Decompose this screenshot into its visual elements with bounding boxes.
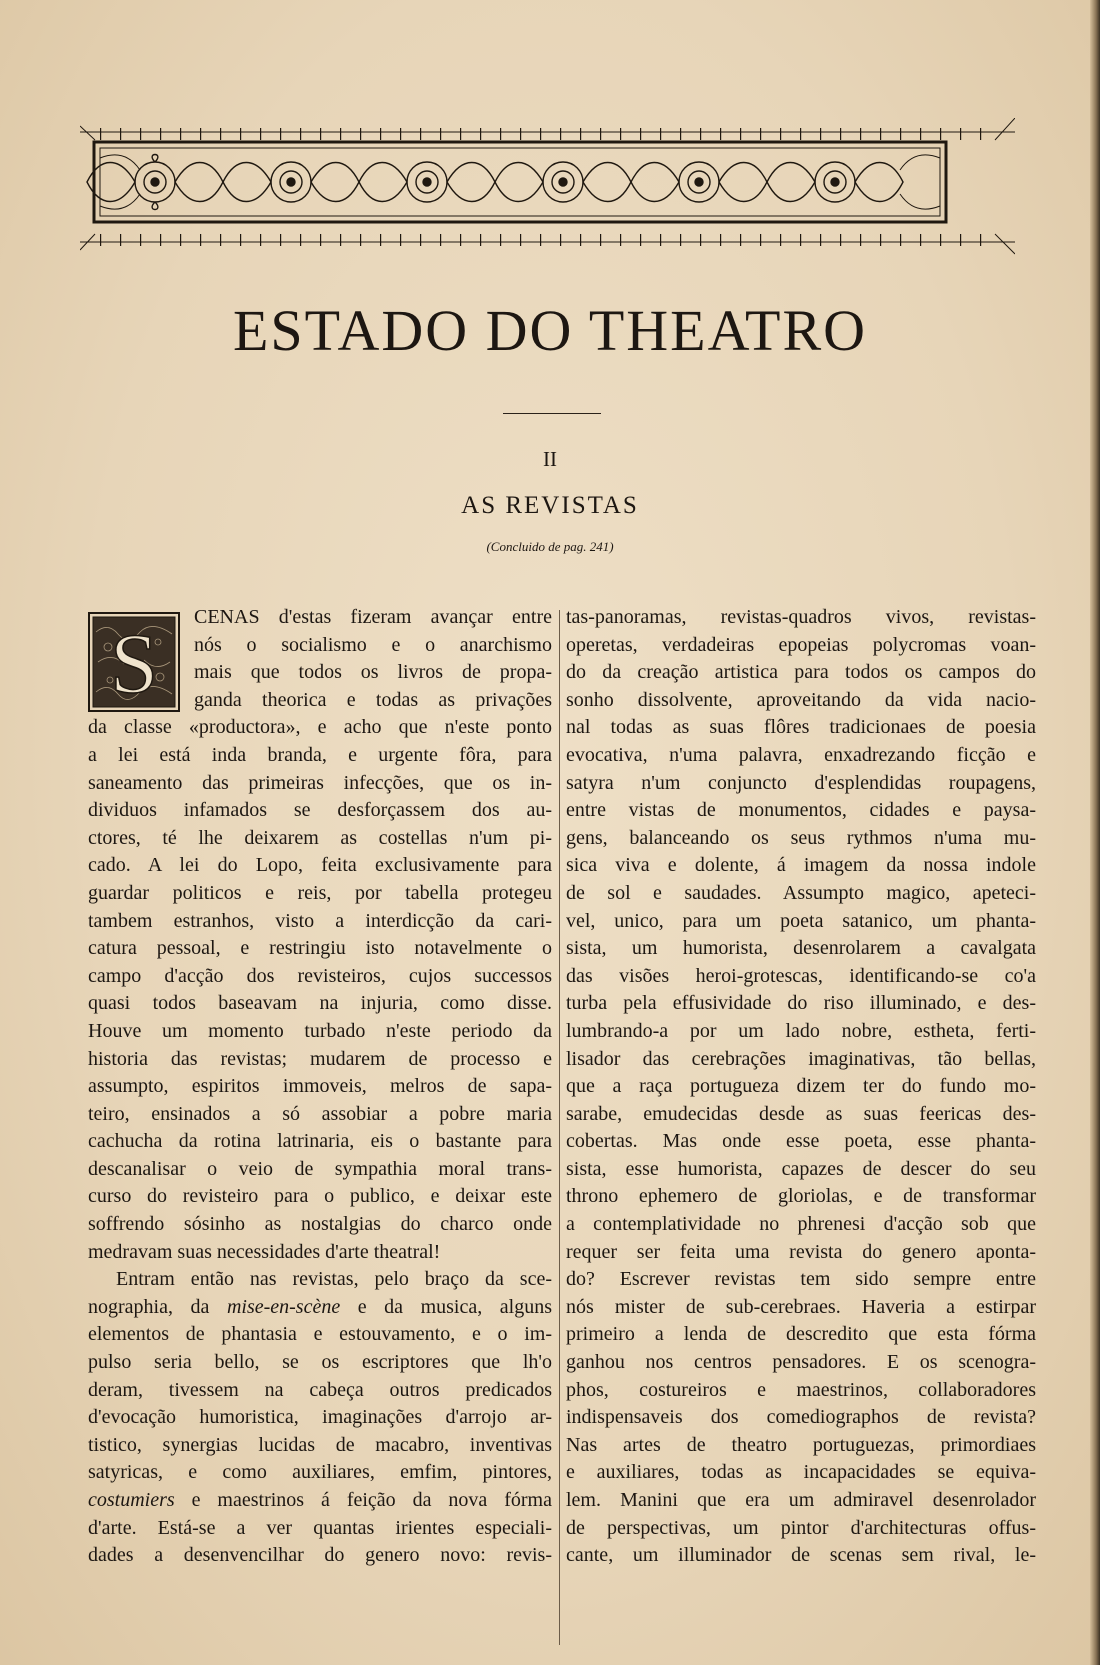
text-line: nal todas as suas flôres tradicionaes de poesia [566,716,1036,739]
text-line: operetas, verdadeiras epopeias polycromas voan- [566,633,1036,656]
text-line: gens, balanceando os seus rythmos n'uma mu- [566,826,1036,849]
text-line: cobertas. Mas onde esse poeta, esse phanta- [566,1130,1036,1153]
text-line: nós o socialismo e o anarchismo [194,633,552,656]
text-line: satyra n'um conjuncto d'esplendidas roupagens, [566,771,1036,794]
part-number: II [543,447,557,471]
text-line: lem. Manini que era um admiravel desenrolador [566,1489,1036,1511]
text-line: cado. A lei do Lopo, feita exclusivamente para [88,854,552,877]
text-line: campo d'acção dos revisteiros, cujos successos [88,964,552,987]
italic-term: mise-en-scène [226,1295,341,1318]
text-line: sonho dissolvente, aproveitando da vida nacio- [566,688,1036,711]
italic-term: costumiers [88,1489,175,1511]
text-line: do da creação artistica para todos os campos do [566,661,1036,684]
text-line: entre vistas de monumentos, cidades e paysa- [566,799,1036,822]
text-line: Nas artes de theatro portuguezas, primordiaes [566,1433,1036,1456]
text-line: historia das revistas; mudarem de processo e [88,1047,552,1070]
section-subtitle: AS REVISTAS [461,492,639,519]
text-line: soffrendo sósinho as nostalgias do charco onde [88,1213,552,1236]
text-line: d'evocação humoristica, imaginações d'arrojo ar- [88,1406,552,1429]
text-line: da classe «productora», e acho que n'este ponto [88,716,552,739]
text-line: deram, tivessem na cabeça outros predicados [88,1378,552,1401]
text-line: ganhou nos centros pensadores. E os scenogra- [566,1351,1036,1374]
text-line: tambem estranhos, visto a interdicção da cari- [88,909,552,932]
text-line: satyricas, e como auxiliares, emfim, pintores, [88,1461,552,1484]
text-line: cante, um illuminador de scenas sem rival, le- [566,1544,1036,1567]
text-line: throno ephemero de gloriolas, e de transformar [566,1185,1036,1208]
article-title: ESTADO DO THEATRO [232,298,868,363]
text-line: sista, esse humorista, capazes de descer do seu [566,1157,1036,1180]
text-line: nós mister de sub-cerebraes. Haveria a estirpar [566,1295,1036,1318]
text-line: dividuos infamados se desforçassem dos au- [88,799,552,822]
text-line: turba pela effusividade do riso illuminado, e des- [566,992,1036,1015]
book-spine-edge [1090,0,1100,1665]
text-line: sica viva e dolente, á imagem da nossa indole [566,854,1036,877]
text-line: medravam suas necessidades d'arte theatral! [88,1240,441,1263]
first-word-caps: CENAS [194,606,260,628]
text-line: requer ser feita uma revista do genero aponta- [566,1240,1036,1263]
ornamental-header-band [80,118,1015,258]
text-line: teiro, ensinados a só assobiar a pobre maria [88,1102,552,1125]
text-line: sista, um humorista, desenrolarem a cavalgata [566,937,1036,960]
text-line: a lei está inda branda, e urgente fôra, para [88,743,552,766]
continuation-note: (Concluido de pag. 241) [486,539,614,554]
text-line: curso do revisteiro para o publico, e deixar este [88,1185,552,1208]
text-line: nographia, da mise-en-scène e da musica, alguns [88,1295,552,1318]
text-line: guardar politicos e reis, por tabella protegeu [88,881,552,904]
text-line: vel, unico, para um poeta satanico, um phanta- [566,909,1036,932]
text-line: CENAS d'estas fizeram avançar entre [194,606,552,628]
text-line: mais que todos os livros de propa- [194,661,552,684]
text-line: das visões heroi-grotescas, identificando-se co'a [566,964,1036,987]
text-line: e auxiliares, todas as incapacidades se equiva- [566,1461,1036,1484]
left-column [88,604,552,1570]
text-line: dades a desenvencilhar do genero novo: revis- [88,1544,552,1567]
text-line: ctores, té lhe deixarem as costellas n'um pi- [88,826,552,849]
text-line: do? Escrever revistas tem sido sempre entre [566,1268,1036,1291]
title-rule [503,413,601,414]
text-line: lisador das cerebrações imaginativas, tão bellas, [566,1047,1036,1070]
text-line: Houve um momento turbado n'este periodo da [88,1019,552,1042]
text-line: cachucha da rotina latrinaria, eis o bastante para [88,1130,552,1153]
text-line: d'arte. Está-se a ver quantas irientes especiali- [88,1516,552,1539]
text-line: tistico, synergias lucidas de macabro, inventivas [88,1433,552,1456]
text-line: elementos de phantasia e estouvamento, e o im- [88,1323,552,1346]
text-line: Entram então nas revistas, pelo braço da sce- [116,1268,552,1291]
text-line: phos, costureiros e maestrinos, collaboradores [566,1378,1036,1401]
column-divider [559,610,560,1645]
text-line: lumbrando-a por um lado nobre, estheta, ferti- [566,1019,1036,1042]
text-line: de perspectivas, um pintor d'architecturas offus- [566,1516,1036,1539]
text-line: pulso seria bello, se os escriptores que lh'o [88,1351,552,1374]
text-line: primeiro a lenda de descredito que esta fórma [566,1323,1036,1346]
text-line: tas-panoramas, revistas-quadros vivos, revistas- [566,606,1036,628]
text-line: indispensaveis dos comediographos de revista? [566,1406,1036,1429]
text-line: saneamento das primeiras infecções, que os in- [88,771,552,794]
text-line: costumiers e maestrinos á feição da nova fórma [88,1489,552,1511]
text-line: assumpto, espiritos immoveis, melros de sapa- [88,1075,552,1098]
text-line: a contemplatividade no phrenesi d'acção sob que [566,1213,1036,1236]
text-line: quasi todos baseavam na injuria, como disse. [88,992,552,1015]
text-line: ganda theorica e todas as privações [194,688,552,711]
svg-text:S: S [110,615,158,711]
text-line: de sol e saudades. Assumpto magico, apeteci- [566,881,1036,904]
text-line: descanalisar o veio de sympathia moral trans- [88,1157,552,1180]
right-column [566,604,1036,1570]
text-line: evocativa, n'uma palavra, enxadrezando ficção e [566,743,1036,766]
text-line: que a raça portugueza dizem ter do fundo mo- [566,1075,1036,1098]
text-line: sarabe, emudecidas desde as suas feericas des- [566,1102,1036,1125]
text-line: catura pessoal, e restringiu isto notavelmente o [88,937,552,960]
